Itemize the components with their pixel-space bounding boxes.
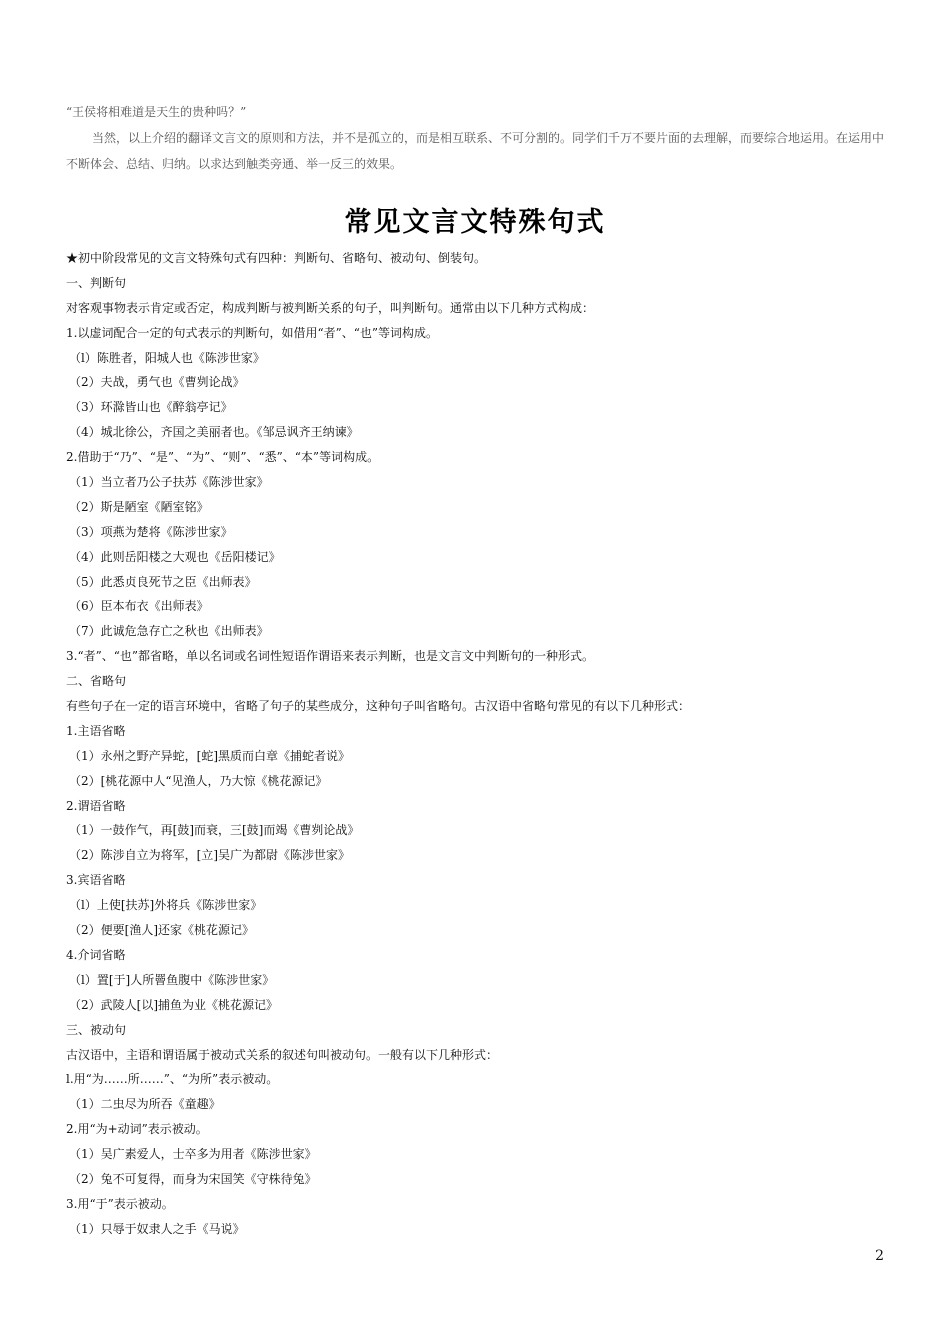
text-line: 古汉语中，主语和谓语属于被动式关系的叙述句叫被动句。一般有以下几种形式：: [66, 1047, 499, 1062]
text-line: （2）陈涉自立为将军，[立]吴广为都尉《陈涉世家》: [69, 848, 351, 863]
text-line: （1）吴广素爱人，士卒多为用者《陈涉世家》: [69, 1147, 317, 1162]
text-line: （1）只辱于奴隶人之手《马说》: [69, 1221, 245, 1236]
text-line: 1.以虚词配合一定的句式表示的判断句，如借用“者”、“也”等词构成。: [66, 325, 438, 340]
text-line: 二、省略句: [66, 674, 127, 689]
text-line: 2.借助于“乃”、“是”、“为”、“则”、“悉”、“本”等词构成。: [66, 450, 380, 465]
text-line: （2）[桃花源中人“见渔人，乃大惊《桃花源记》: [69, 773, 328, 788]
text-line: （2）夫战，勇气也《曹刿论战》: [69, 375, 245, 390]
text-line: （2）斯是陋室《陋室铭》: [69, 499, 209, 514]
text-line: （1）一鼓作气，再[鼓]而衰，三[鼓]而竭《曹刿论战》: [69, 823, 360, 838]
text-line: ★初中阶段常见的文言文特殊句式有四种：判断句、省略句、被动句、倒装句。: [66, 251, 487, 265]
text-line: （l）置[于]人所罾鱼腹中《陈涉世家》: [69, 972, 275, 987]
text-line: 一、判断句: [66, 275, 127, 290]
body-text: [66, 246, 906, 1242]
text-line: （5）此悉贞良死节之臣《出师表》: [69, 574, 257, 589]
text-line: 3.“者”、“也”都省略，单以名词或名词性短语作谓语来表示判断，也是文言文中判断句的一种形式。: [66, 649, 594, 664]
text-line: （3）项燕为楚将《陈涉世家》: [69, 524, 233, 539]
text-line: l.用“为……所……”、“为所”表示被动。: [66, 1072, 279, 1087]
text-line: 2.谓语省略: [66, 798, 126, 813]
page-number: 2: [875, 1248, 884, 1264]
text-line: （2）便要[渔人]还家《桃花源记》: [69, 923, 254, 938]
text-line: 三、被动句: [66, 1022, 127, 1037]
text-line: 4.介词省略: [66, 947, 126, 962]
text-line: （2）武陵人[以]捕鱼为业《桃花源记》: [69, 997, 278, 1012]
text-line: 对客观事物表示肯定或否定，构成判断与被判断关系的句子，叫判断句。通常由以下几种方式构成：: [66, 300, 595, 315]
text-line: （1）当立者乃公子扶苏《陈涉世家》: [69, 475, 269, 490]
text-line: 2.用“为+动词”表示被动。: [66, 1122, 208, 1137]
text-line: （2）兔不可复得，而身为宋国笑《守株待兔》: [69, 1171, 317, 1186]
text-line: 3.用“于”表示被动。: [66, 1196, 174, 1211]
text-line: （1）二虫尽为所吞《童趣》: [69, 1097, 221, 1112]
intro-section: [66, 99, 886, 177]
text-line: 有些句子在一定的语言环境中，省略了句子的某些成分，这种句子叫省略句。古汉语中省略句常见的有以下几种形式：: [66, 699, 691, 714]
text-line: （3）环滁皆山也《醉翁亭记》: [69, 400, 233, 415]
text-line: （6）臣本布衣《出师表》: [69, 599, 209, 614]
text-line: （l）上使[扶苏]外将兵《陈涉世家》: [69, 898, 263, 913]
intro-quote: “王侯将相难道是天生的贵种吗？”: [66, 105, 247, 119]
page-title: 常见文言文特殊句式: [344, 207, 606, 238]
text-line: 1.主语省略: [66, 723, 126, 738]
text-line: （l）陈胜者，阳城人也《陈涉世家》: [69, 350, 265, 365]
text-line: 3.宾语省略: [66, 873, 126, 888]
text-line: （4）此则岳阳楼之大观也《岳阳楼记》: [69, 549, 281, 564]
text-line: （4）城北徐公，齐国之美丽者也。《邹忌讽齐王纳谏》: [69, 425, 359, 440]
text-line: （1）永州之野产异蛇，[蛇]黑质而白章《捕蛇者说》: [69, 748, 351, 763]
intro-paragraph: 当然，以上介绍的翻译文言文的原则和方法，并不是孤立的，而是相互联系、不可分割的。同学们千万不要片面的去理解，而要综合地运用。在运用中不断体会、总结、归纳。以求达到触类旁通、举一反三的效果。: [66, 131, 885, 171]
text-line: （7）此诚危急存亡之秋也《出师表》: [69, 624, 269, 639]
